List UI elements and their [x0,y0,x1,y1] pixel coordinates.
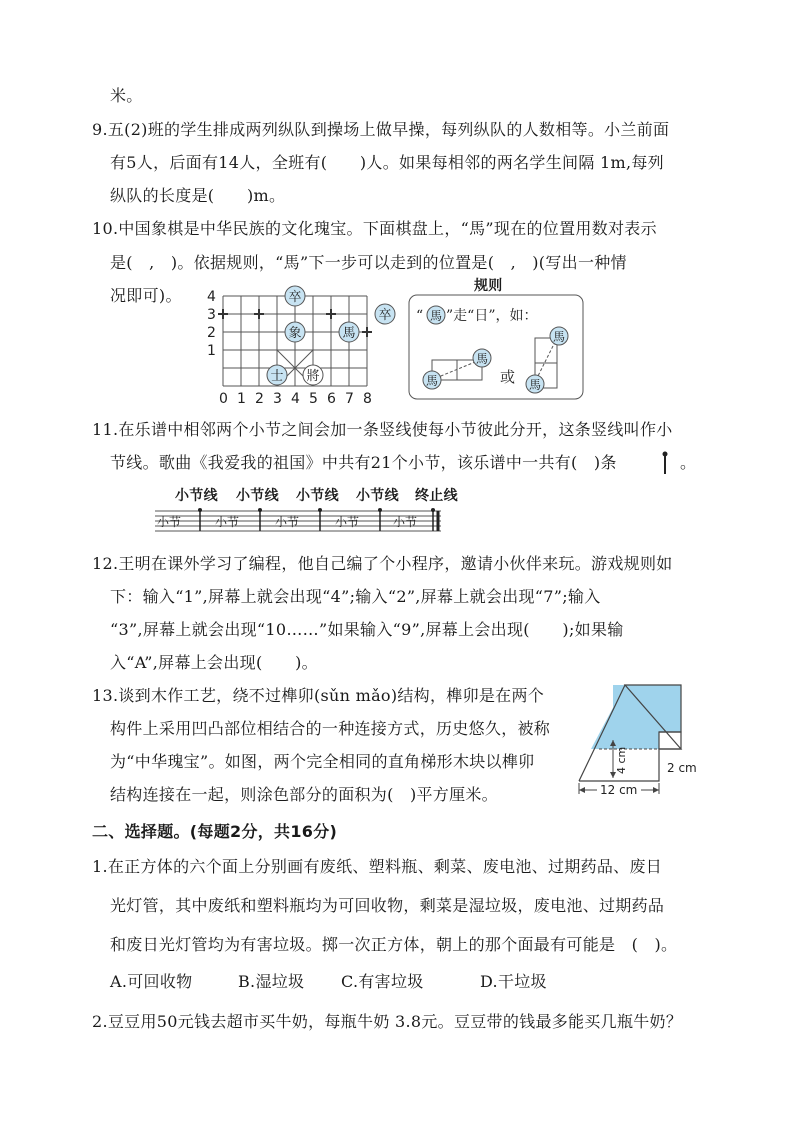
text-line: 构件上采用凹凸部位相结合的一种连接方式，历史悠久，被称 [110,719,551,738]
music-label: 小节线 [296,488,339,504]
x-label: 6 [327,391,336,407]
svg-text:馬: 馬 [552,330,566,344]
music-staff-figure [155,506,445,536]
rule-box [408,294,584,400]
text-line: 为“中华瑰宝”。如图，两个完全相同的直角梯形木块以榫卯 [110,752,535,771]
music-label: 小节线 [175,488,218,504]
chessboard-figure [195,280,405,408]
text-line: 光灯管，其中废纸和塑料瓶均为可回收物，剩菜是湿垃圾，废电池、过期药品 [110,896,665,915]
x-label: 1 [237,391,246,407]
chess-piece-shi [267,365,287,385]
section-heading: 二、选择题。(每题2分，共16分) [92,822,338,841]
option-c[interactable]: C.有害垃圾 [341,972,424,991]
y-label: 3 [207,307,216,323]
y-label: 1 [207,343,216,359]
trapezoid-figure [575,678,705,803]
svg-text:馬: 馬 [475,352,489,366]
text-line: 结构连接在一起，则涂色部分的面积为( )平方厘米。 [110,785,498,804]
svg-text:“: “ [416,308,424,324]
text-line: 节线。歌曲《我爱我的祖国》中共有21个小节，该乐谱中一共有( )条 [110,453,617,472]
option-d[interactable]: D.干垃圾 [480,972,547,991]
x-label: 3 [273,391,282,407]
svg-text:馬: 馬 [528,378,542,392]
text-line: 是( , )。依据规则，“馬”下一步可以走到的位置是( , )(写出一种情 [110,253,627,272]
svg-text:小节: 小节 [157,515,182,529]
rule-title: 规则 [474,278,503,294]
svg-text:12 cm: 12 cm [600,783,638,797]
svg-text:小节: 小节 [275,515,300,529]
choice-question-1: 1.在正方体的六个面上分别画有废纸、塑料瓶、剩菜、废电池、过期药品、废日 [92,857,663,876]
chess-piece-zu [375,304,395,324]
text-line: 有5人，后面有14人，全班有( )人。如果每相邻的两名学生间隔 1m,每列 [110,153,664,172]
svg-text:卒: 卒 [378,308,392,323]
svg-text:或: 或 [500,368,516,386]
text-line: 况即可)。 [110,286,182,305]
svg-text:將: 將 [306,369,320,384]
question-13: 13.谈到木作工艺，绕不过榫卯(sǔn mǎo)结构，榫卯是在两个 [92,686,545,705]
svg-text:馬: 馬 [342,326,356,341]
barline-icon [659,450,671,476]
option-a[interactable]: A.可回收物 [110,972,193,991]
svg-text:”走“日”，如：: ”走“日”，如： [446,308,538,324]
music-label: 终止线 [415,488,458,504]
chess-piece-zu [285,286,305,306]
text-line: 纵队的长度是( )m。 [110,186,286,205]
text-line: 下：输入“1”,屏幕上就会出现“4”;输入“2”,屏幕上就会出现“7”;输入 [110,587,601,606]
svg-text:4 cm: 4 cm [615,746,628,774]
question-12: 12.王明在课外学习了编程，他自己编了个小程序，邀请小伙伴来玩。游戏规则如 [92,554,673,573]
svg-text:馬: 馬 [429,309,443,323]
svg-text:小节: 小节 [215,515,240,529]
music-label: 小节线 [236,488,279,504]
chess-piece-ma [339,322,359,342]
chess-piece-jiang [303,365,323,385]
x-label: 8 [363,391,372,407]
svg-text:馬: 馬 [425,374,439,388]
option-b[interactable]: B.湿垃圾 [238,972,305,991]
text-line: 入“A”,屏幕上会出现( )。 [110,653,318,672]
text-line: 和废日光灯管均为有害垃圾。掷一次正方体，朝上的那个面最有可能是 ( )。 [110,935,678,954]
svg-text:卒: 卒 [288,290,302,305]
choice-question-2: 2.豆豆用50元钱去超市买牛奶，每瓶牛奶 3.8元。豆豆带的钱最多能买几瓶牛奶？ [92,1012,683,1031]
music-label: 小节线 [356,488,399,504]
x-label: 0 [219,391,228,407]
x-label: 2 [255,391,264,407]
chess-piece-xiang [285,322,305,342]
question-9: 9.五(2)班的学生排成两列纵队到操场上做早操，每列纵队的人数相等。小兰前面 [92,120,670,139]
question-10: 10.中国象棋是中华民族的文化瑰宝。下面棋盘上，“馬”现在的位置用数对表示 [92,219,657,238]
question-11: 11.在乐谱中相邻两个小节之间会加一条竖线使每小节彼此分开，这条竖线叫作小 [92,420,673,439]
x-label: 7 [345,391,354,407]
x-label: 5 [309,391,318,407]
text-line: 米。 [110,86,143,105]
x-label: 4 [291,391,300,407]
text-line: “3”,屏幕上就会出现“10……”如果输入“9”,屏幕上会出现( );如果输 [110,620,624,639]
svg-text:士: 士 [270,369,284,384]
y-label: 4 [207,289,216,305]
text-line: 。 [680,453,697,472]
y-label: 2 [207,325,216,341]
svg-text:2 cm: 2 cm [667,761,697,775]
svg-text:象: 象 [288,326,302,341]
svg-text:小节: 小节 [335,515,360,529]
svg-text:小节: 小节 [393,515,418,529]
